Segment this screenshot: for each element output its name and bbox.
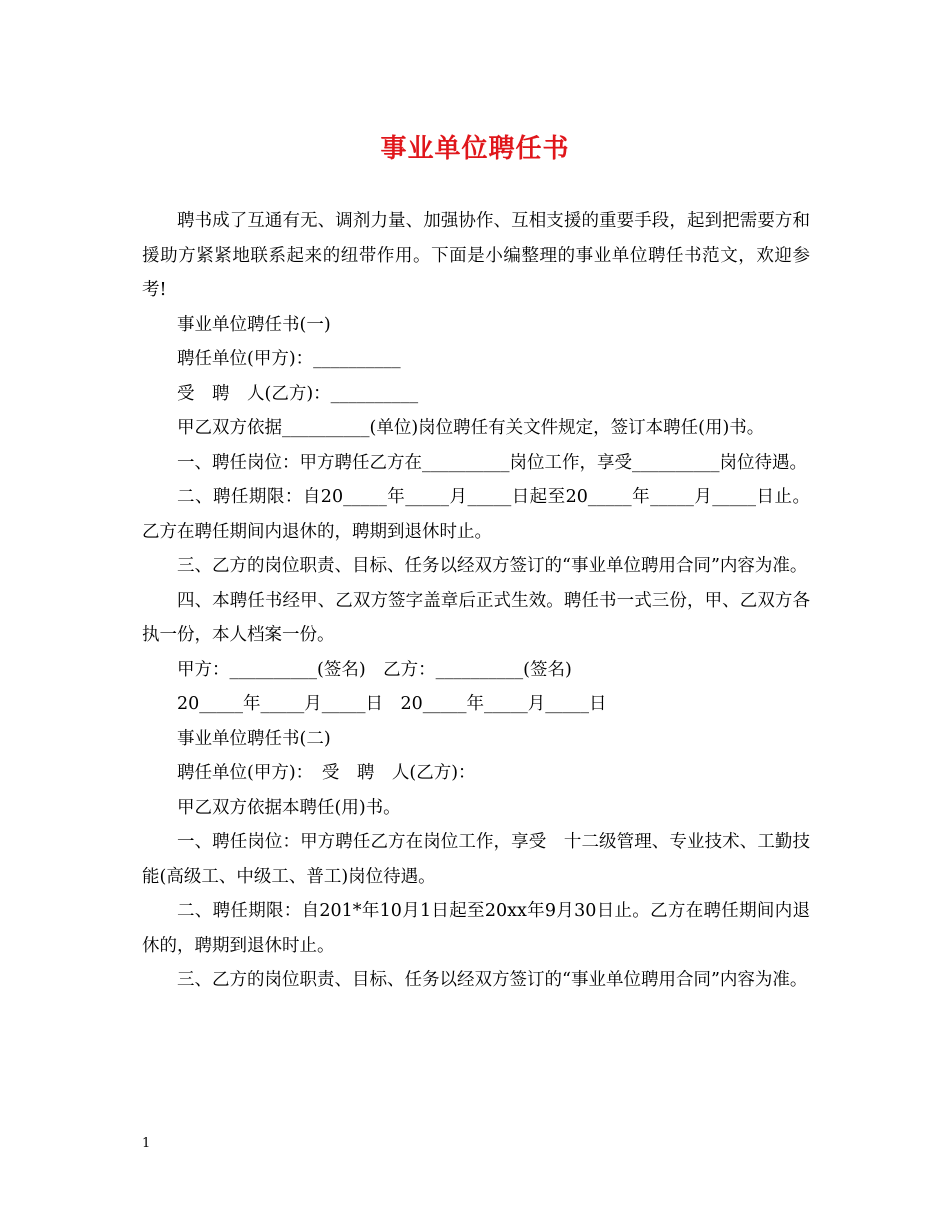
clause-duties-two: 三、乙方的岗位职责、目标、任务以经双方签订的“事业单位聘用合同”内容为准。 bbox=[177, 970, 808, 990]
clause-term-two: 二、聘任期限：自201*年10月1日起至20xx年9月30日止。乙方在聘任期间内退休的，聘期到退休时止。 bbox=[142, 901, 810, 956]
clause-effect: 四、本聘任书经甲、乙双方签字盖章后正式生效。聘任书一式三份，甲、乙双方各执一份，本人档案一份。 bbox=[142, 590, 810, 645]
clause-position: 一、聘任岗位：甲方聘任乙方在__________岗位工作，享受__________岗位待遇。 bbox=[177, 452, 807, 473]
section-heading-one: 事业单位聘任书(一) bbox=[177, 314, 331, 335]
basis-paragraph-two: 甲乙双方依据本聘任(用)书。 bbox=[177, 797, 401, 818]
date-line: 20_____年_____月_____日 20_____年_____月_____日 bbox=[177, 694, 607, 714]
clause-term: 二、聘任期限：自20_____年_____月_____日起至20_____年_____月_____日止。乙方在聘任期间内退休的，聘期到退休时止。 bbox=[142, 487, 810, 542]
document-body bbox=[142, 204, 810, 998]
employee-line: 受 聘 人(乙方)：__________ bbox=[177, 383, 419, 404]
intro-paragraph: 聘书成了互通有无、调剂力量、加强协作、互相支援的重要手段，起到把需要方和援助方紧紧地联系起来的纽带作用。下面是小编整理的事业单位聘任书范文，欢迎参考! bbox=[142, 211, 810, 300]
parties-line: 聘任单位(甲方)： 受 聘 人(乙方)： bbox=[177, 763, 476, 783]
signature-line: 甲方：__________(签名) 乙方：__________(签名) bbox=[177, 659, 572, 680]
basis-paragraph: 甲乙双方依据__________(单位)岗位聘任有关文件规定，签订本聘任(用)书。 bbox=[177, 418, 765, 438]
page-number: 1 bbox=[142, 1136, 151, 1151]
clause-duties: 三、乙方的岗位职责、目标、任务以经双方签订的“事业单位聘用合同”内容为准。 bbox=[177, 556, 808, 576]
employer-line: 聘任单位(甲方)：__________ bbox=[177, 349, 401, 369]
clause-position-two: 一、聘任岗位：甲方聘任乙方在岗位工作，享受 十二级管理、专业技术、工勤技能(高级工、中级工、普工)岗位待遇。 bbox=[142, 832, 810, 887]
document-title: 事业单位聘任书 bbox=[380, 134, 570, 164]
section-heading-two: 事业单位聘任书(二) bbox=[177, 728, 331, 749]
